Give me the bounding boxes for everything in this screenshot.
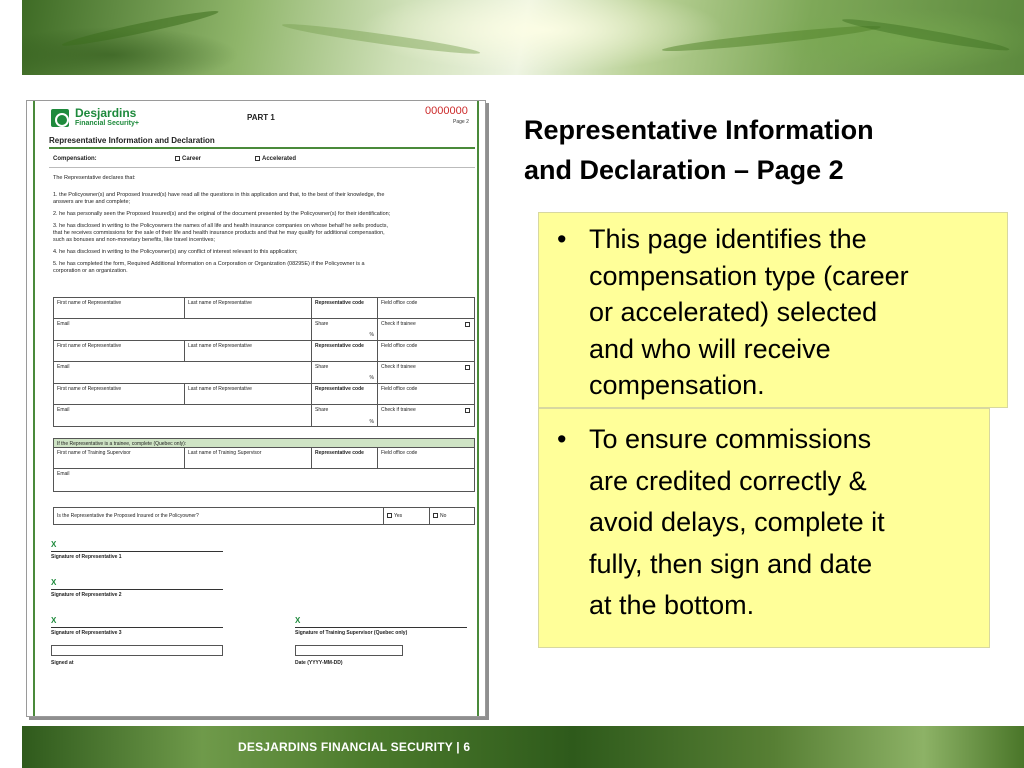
header-banner-image (22, 0, 1024, 75)
first-name-field[interactable]: First name of Representative (54, 341, 185, 361)
trainee-heading: If the Representative is a trainee, complete (Quebec only): (54, 439, 474, 448)
rep-code-field[interactable]: Representative code (312, 298, 378, 318)
bullet-box-1 (538, 212, 1008, 408)
form-page-image (26, 100, 486, 717)
signature-3-label: Signature of Representative 3 (51, 630, 122, 636)
percent-label: % (369, 375, 374, 381)
no-checkbox[interactable] (430, 508, 476, 524)
compensation-label: Compensation: (53, 156, 97, 162)
supervisor-signature-line[interactable] (295, 617, 467, 628)
share-field[interactable] (312, 362, 378, 383)
footer-text: DESJARDINS FINANCIAL SECURITY | 6 (238, 740, 471, 754)
table-row (54, 362, 474, 384)
signature-2-label: Signature of Representative 2 (51, 592, 122, 598)
declaration-line: 4. he has disclosed in writing to the Policyowner(s) any conflict of interest relevant to this application; (53, 249, 298, 255)
form-number: 0000000 (425, 105, 468, 117)
divider (49, 167, 475, 168)
bullet-line: or accelerated) selected (589, 297, 878, 327)
supervisor-signature-label: Signature of Training Supervisor (Quebec only) (295, 630, 408, 636)
bullet-line: compensation type (career (589, 260, 909, 291)
table-row (54, 469, 474, 492)
field-office-field[interactable]: Field office code (381, 300, 418, 306)
table-row (54, 384, 474, 405)
declaration-line: 2. he has personally seen the Proposed Insured(s) and the original of the document presented by the Policyowner(s) for their identification; (53, 211, 391, 217)
signature-x-mark: X (51, 540, 57, 549)
percent-label: % (369, 332, 374, 338)
supervisor-email-field[interactable]: Email (57, 471, 70, 477)
bullet-line: avoid delays, complete it (589, 507, 885, 537)
rep-code-field[interactable]: Representative code (312, 384, 378, 404)
bullet-line: are credited correctly & (589, 465, 867, 496)
declaration-line: corporation or an organization. (53, 268, 128, 274)
table-row (54, 319, 474, 341)
bullet-line: and who will receive (589, 333, 831, 364)
signature-x-mark: X (51, 616, 57, 625)
date-label: Date (YYYY-MM-DD) (295, 660, 343, 666)
accelerated-label: Accelerated (262, 156, 297, 163)
yes-label: Yes (394, 513, 403, 519)
logo-name: Desjardins (75, 106, 137, 120)
no-label: No (440, 513, 447, 519)
top-margin (0, 0, 22, 75)
supervisor-first-name-field[interactable]: First name of Training Supervisor (54, 448, 185, 468)
trainee-label: Check if trainee (381, 321, 416, 327)
grass-blade (841, 15, 1010, 54)
desjardins-logo-icon (51, 109, 69, 127)
career-label: Career (182, 156, 202, 163)
last-name-field[interactable]: Last name of Representative (185, 341, 312, 361)
first-name-field[interactable]: First name of Representative (54, 384, 185, 404)
declares-intro: The Representative declares that: (53, 175, 136, 181)
career-option (175, 156, 201, 162)
declaration-line: that he receives commissions for the sale of their life and health insurance products and that he may qualify for additional compensation, (53, 230, 385, 236)
form-frame (33, 101, 479, 716)
bullet-box-2 (538, 408, 990, 648)
logo-subtitle: Financial Security+ (75, 120, 139, 127)
last-name-field[interactable]: Last name of Representative (185, 298, 312, 318)
table-row (54, 448, 474, 469)
first-name-field[interactable]: First name of Representative (54, 298, 185, 318)
trainee-checkbox[interactable] (378, 319, 476, 340)
yes-checkbox[interactable] (384, 508, 430, 524)
email-field[interactable]: Email (54, 405, 312, 427)
signature-x-mark: X (51, 578, 57, 587)
bullet-icon: • (557, 424, 567, 454)
trainee-checkbox[interactable] (378, 362, 476, 383)
bullet-line: fully, then sign and date (589, 548, 873, 579)
bullet-icon: • (557, 224, 567, 254)
declaration-line: such as bonuses and non-monetary benefits, like travel incentives; (53, 237, 216, 243)
share-label: Share (315, 364, 329, 370)
last-name-field[interactable]: Last name of Representative (185, 384, 312, 404)
trainee-checkbox[interactable] (378, 405, 476, 427)
declaration-line: 5. he has completed the form, Required Additional Information on a Corporation or Organization (08295E) if the Policyowner is a (53, 261, 365, 267)
date-field[interactable] (295, 645, 403, 656)
form-section-title: Representative Information and Declaration (49, 135, 475, 149)
field-office-field[interactable]: Field office code (381, 386, 418, 392)
rep-code-field[interactable]: Representative code (312, 341, 378, 361)
share-label: Share (315, 407, 329, 413)
checkbox-icon (465, 322, 470, 327)
checkbox-icon (465, 365, 470, 370)
signed-at-label: Signed at (51, 660, 74, 666)
table-row (54, 405, 474, 427)
signature-2-line[interactable] (51, 579, 223, 590)
declaration-line: 1. the Policyowner(s) and Proposed Insured(s) have read all the questions in this application and that, to the best of their knowledge, the (53, 192, 385, 198)
checkbox-icon (255, 156, 260, 161)
rep-code-field[interactable]: Representative code (312, 448, 378, 468)
slide-title (524, 110, 994, 190)
proposed-insured-question (53, 507, 475, 525)
field-office-field[interactable]: Field office code (381, 450, 418, 456)
supervisor-last-name-field[interactable]: Last name of Training Supervisor (185, 448, 312, 468)
grass-blade (61, 7, 220, 50)
footer-banner-image (22, 726, 1024, 768)
slide-title-line-1: Representative Information (524, 115, 874, 145)
table-row (54, 341, 474, 362)
signature-3-line[interactable] (51, 617, 223, 628)
accelerated-option (255, 156, 296, 162)
checkbox-icon (175, 156, 180, 161)
table-row (54, 298, 474, 319)
signature-1-line[interactable] (51, 541, 223, 552)
signature-1-label: Signature of Representative 1 (51, 554, 122, 560)
bullet-text-2 (589, 419, 979, 627)
bullet-line: compensation. (589, 370, 765, 400)
signature-x-mark: X (295, 616, 301, 625)
grass-blade (661, 22, 881, 55)
representative-table (53, 297, 475, 427)
trainee-label: Check if trainee (381, 364, 416, 370)
declaration-line: 3. he has disclosed in writing to the Policyowners the names of all life and health insurance companies on whose behalf he sells products, (53, 223, 389, 229)
share-field[interactable] (312, 319, 378, 340)
share-field[interactable] (312, 405, 378, 427)
grass-blade (281, 20, 480, 58)
bullet-line: To ensure commissions (589, 424, 872, 454)
email-field[interactable]: Email (54, 362, 312, 383)
share-label: Share (315, 321, 329, 327)
signed-at-field[interactable] (51, 645, 223, 656)
checkbox-icon (387, 513, 392, 518)
declaration-line: answers are true and complete; (53, 199, 131, 205)
slide-title-line-2: and Declaration – Page 2 (524, 155, 844, 185)
bullet-line: This page identifies the (589, 224, 867, 254)
field-office-field[interactable]: Field office code (381, 343, 418, 349)
bullet-line: at the bottom. (589, 590, 755, 620)
percent-label: % (369, 419, 374, 425)
trainee-table (53, 438, 475, 492)
bullet-text-1 (589, 221, 997, 404)
question-text: Is the Representative the Proposed Insured or the Policyowner? (54, 508, 384, 524)
email-field[interactable]: Email (54, 319, 312, 340)
form-page-number: Page 2 (453, 119, 469, 125)
checkbox-icon (433, 513, 438, 518)
part-label: PART 1 (247, 113, 275, 122)
checkbox-icon (465, 408, 470, 413)
trainee-label: Check if trainee (381, 407, 416, 413)
